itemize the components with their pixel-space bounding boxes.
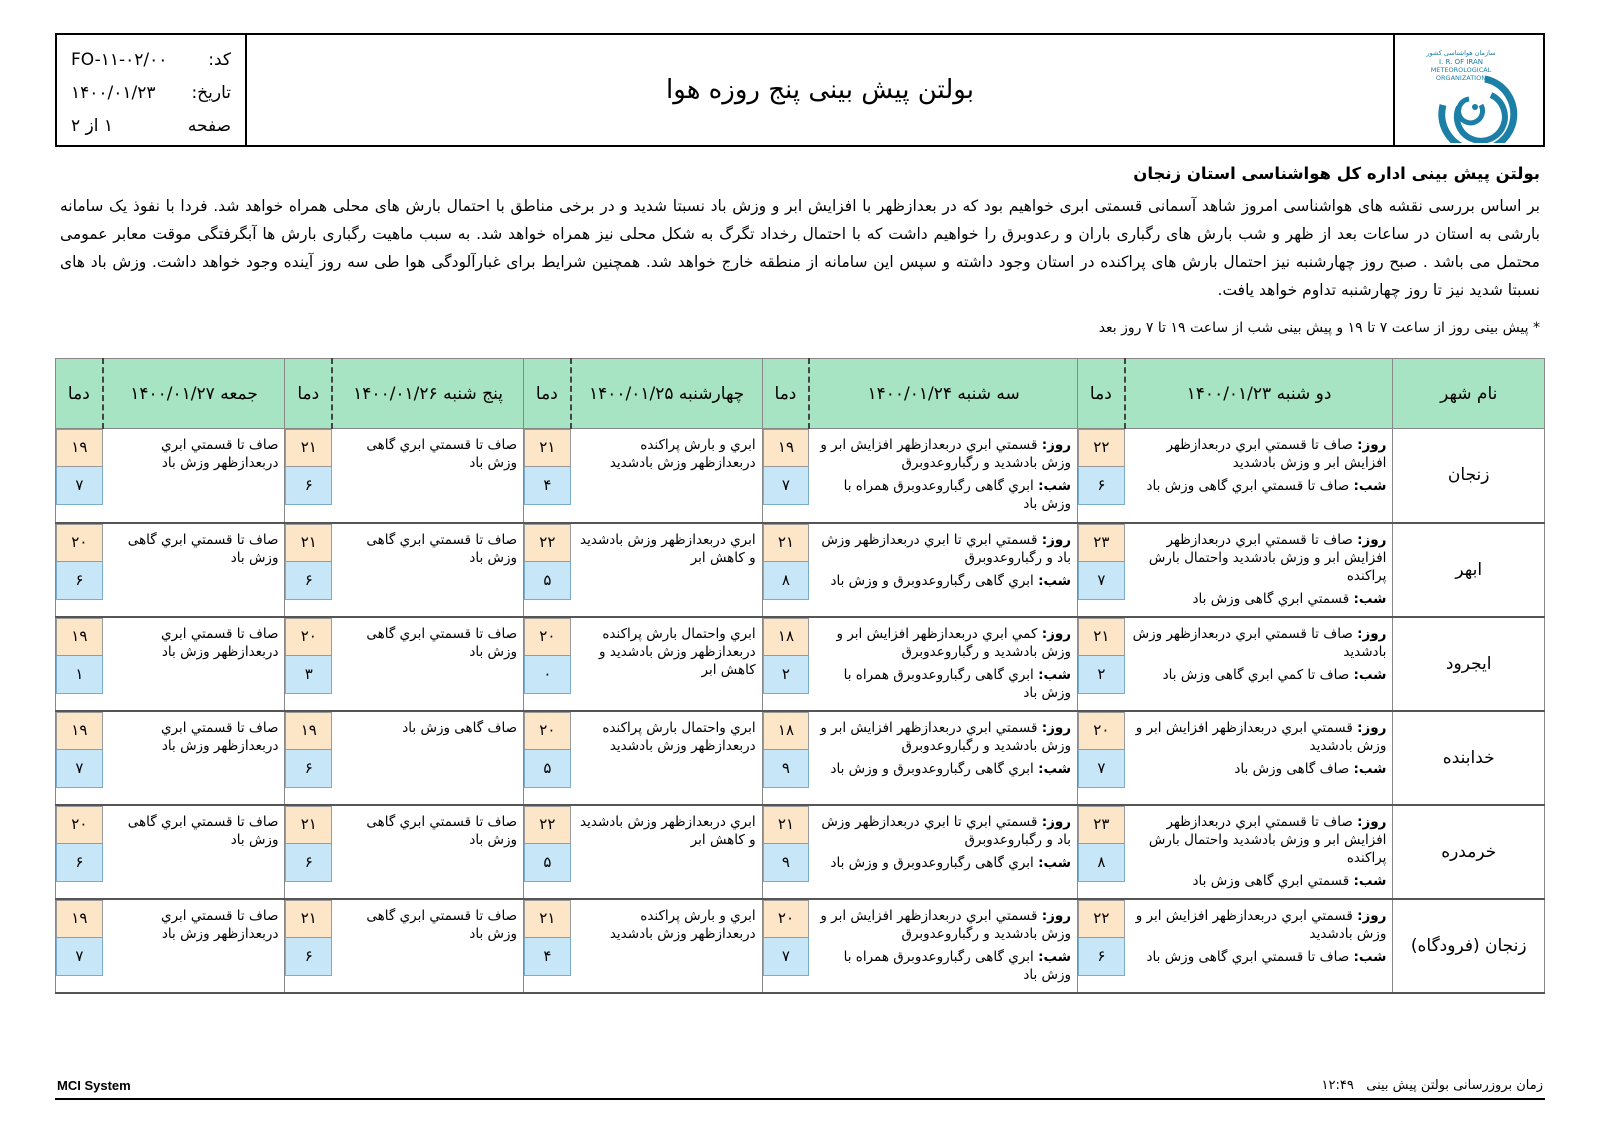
max-temp: ۲۱ [524, 900, 571, 938]
svg-text:I. R. OF IRAN: I. R. OF IRAN [1438, 58, 1484, 66]
city-name: زنجان [1393, 429, 1545, 523]
day1-forecast [1125, 805, 1393, 899]
day3-temperature [524, 523, 571, 617]
day-label: روز: [1357, 813, 1387, 830]
temp-box [1078, 806, 1125, 898]
night-label: شب: [1353, 590, 1387, 607]
table-row [56, 711, 1545, 805]
forecast-rows [56, 429, 1545, 993]
day4-forecast: صاف تا قسمتي ابري گاهی وزش باد [332, 617, 524, 711]
table-header-row [56, 359, 1545, 429]
night-period [815, 666, 1071, 702]
temp-box [524, 618, 571, 710]
day5-forecast: صاف تا قسمتي ابري گاهی وزش باد [103, 805, 285, 899]
day1-temperature [1078, 429, 1125, 523]
day-period [1131, 719, 1387, 755]
day5-forecast: صاف تا قسمتي ابري دربعدازظهر وزش باد [103, 899, 285, 993]
svg-text:METEOROLOGICAL: METEOROLOGICAL [1430, 66, 1492, 74]
night-period [815, 948, 1071, 984]
day-text: قسمتي ابري دربعدازظهر افزايش ابر و وزش بادشديد و رگباروعدوبرق [820, 719, 1072, 754]
table-row [56, 617, 1545, 711]
min-temp: ۵ [524, 844, 571, 882]
day5-forecast: صاف تا قسمتي ابري دربعدازظهر وزش باد [103, 711, 285, 805]
day2-temp-header: دما [762, 359, 809, 429]
date-label: تاریخ: [191, 82, 231, 103]
min-temp: ۶ [285, 467, 332, 505]
day-text: قسمتي ابري دربعدازظهر افزايش ابر و وزش بادشديد و رگباروعدوبرق [820, 437, 1072, 471]
night-label: شب: [1038, 760, 1072, 777]
day1-temperature [1078, 899, 1125, 993]
night-text: قسمتي ابري گاهی وزش باد [1192, 872, 1350, 889]
day3-temperature [524, 805, 571, 899]
bulletin-header [55, 33, 1545, 147]
min-temp: ۴ [524, 467, 571, 505]
max-temp: ۲۰ [524, 618, 571, 656]
day2-temperature [762, 523, 809, 617]
temp-box [285, 806, 332, 898]
day4-forecast: صاف تا قسمتي ابري گاهی وزش باد [332, 805, 524, 899]
min-temp: ۸ [1078, 844, 1125, 882]
min-temp: ۶ [285, 750, 332, 788]
day-text: صاف تا قسمتي ابري دربعدازظهر افزايش ابر و وزش بادشديد واحتمال بارش پراكنده [1148, 813, 1387, 866]
day-period [815, 436, 1071, 472]
night-text: صاف گاهی وزش باد [1234, 760, 1350, 777]
temp-box [285, 524, 332, 616]
svg-text:ORGANIZATION: ORGANIZATION [1435, 74, 1487, 82]
day-label: روز: [1041, 437, 1072, 453]
day3-temperature [524, 711, 571, 805]
max-temp: ۱۹ [56, 429, 103, 467]
min-temp: ۷ [56, 750, 103, 788]
city-name: خرمدره [1393, 805, 1545, 899]
temp-box [1078, 900, 1125, 992]
forecast-hours-note: * پیش بینی روز از ساعت ۷ تا ۱۹ و پیش بینی شب از ساعت ۱۹ تا ۷ روز بعد [1098, 320, 1540, 336]
temp-box [1078, 524, 1125, 616]
min-temp: ۶ [56, 562, 103, 600]
min-temp: ۲ [763, 656, 810, 694]
header-meta [57, 35, 247, 145]
min-temp: ۲ [1078, 656, 1125, 694]
day5-temperature [56, 711, 103, 805]
day3-forecast: ابري دربعدازظهر وزش بادشديد و كاهش ابر [571, 805, 763, 899]
date-value: ۱۴۰۰/۰۱/۲۳ [71, 82, 156, 103]
day3-header: چهارشنبه ۱۴۰۰/۰۱/۲۵ [571, 359, 763, 429]
night-text: صاف تا قسمتي ابري گاهی وزش باد [1146, 478, 1350, 494]
day1-temperature [1078, 711, 1125, 805]
day-label: روز: [1041, 719, 1072, 736]
max-temp: ۲۳ [1078, 524, 1125, 562]
night-label: شب: [1353, 666, 1387, 683]
night-period [815, 477, 1071, 513]
min-temp: ۷ [1078, 562, 1125, 600]
day3-temperature [524, 429, 571, 523]
max-temp: ۲۲ [524, 806, 571, 844]
night-period [1131, 760, 1387, 778]
night-label: شب: [1038, 854, 1072, 871]
day4-forecast: صاف تا قسمتي ابري گاهی وزش باد [332, 899, 524, 993]
max-temp: ۲۱ [524, 429, 571, 467]
day-period [815, 531, 1071, 567]
max-temp: ۲۰ [763, 900, 810, 938]
temp-box [56, 524, 103, 616]
temp-box [285, 429, 332, 522]
day-text: قسمتي ابري تا ابري دربعدازظهر وزش باد و رگباروعدوبرق [821, 531, 1072, 566]
min-temp: ۹ [763, 844, 810, 882]
day4-temperature [285, 711, 332, 805]
code-value: FO-۱۱-۰۲/۰۰ [71, 49, 168, 70]
night-period [1131, 666, 1387, 684]
day-text: قسمتي ابري دربعدازظهر افزايش ابر و وزش بادشديد و رگباروعدوبرق [820, 907, 1072, 942]
max-temp: ۲۱ [763, 806, 810, 844]
day-label: روز: [1041, 531, 1072, 548]
night-text: ابري گاهی رگباروعدوبرق همراه با وزش باد [843, 948, 1072, 983]
code-row [71, 43, 231, 76]
summary-body: بر اساس بررسی نقشه های هواشناسی امروز شاهد آسمانی قسمتی ابری خواهیم بود که در بعدازظهر با افزایش ابر و وزش باد نسبتا شدید و در برخی مناطق با احتمال بارش های محلی همراه خواهد شد. فردا با نفوذ یک سامانه بارشی به استان در ساعات بعد از ظهر و شب بارش های رگباری باران و رعدوبرق را خواهیم داشت که با احتمال رخداد تگرگ به شکل محلی نیز همراه خواهد شد. به سبب ماهیت رگباری بارش ها آبگرفتگی موقت معابر عمومی محتمل می باشد . صبح روز چهارشنبه نیز احتمال بارش های پراکنده در استان وجود داشته و سپس این سامانه از منطقه خارج خواهد شد. همچنین شرایط برای غبارآلودگی هوا طی سه روز آینده وجود خواهد داشت. وزش باد های نسبتا شدید نیز تا روز چهارشنبه تداوم خواهد یافت. [60, 197, 1540, 299]
temp-box [524, 806, 571, 898]
night-period [815, 572, 1071, 590]
day5-forecast: صاف تا قسمتي ابري دربعدازظهر وزش باد [103, 429, 285, 523]
table-row [56, 805, 1545, 899]
day4-temperature [285, 899, 332, 993]
min-temp: ۵ [524, 562, 571, 600]
night-label: شب: [1353, 760, 1387, 777]
day-text: قسمتي ابري دربعدازظهر افزايش ابر و وزش بادشديد [1135, 719, 1387, 754]
temp-box [524, 524, 571, 616]
day-period [1131, 625, 1387, 661]
temp-box [763, 900, 810, 992]
temp-box [1078, 429, 1125, 522]
max-temp: ۱۸ [763, 712, 810, 750]
night-text: ابري گاهی رگباروعدوبرق همراه با وزش باد [843, 666, 1072, 701]
day-label: روز: [1041, 813, 1072, 830]
night-label: شب: [1353, 872, 1387, 889]
day-period [815, 719, 1071, 755]
day-label: روز: [1357, 625, 1387, 642]
temp-box [763, 429, 810, 522]
max-temp: ۲۰ [524, 712, 571, 750]
night-period [815, 854, 1071, 872]
day3-forecast: ابري و بارش پراكنده دربعدازظهر وزش بادشديد [571, 429, 763, 523]
night-label: شب: [1038, 666, 1072, 683]
day-text: صاف تا قسمتي ابري دربعدازظهر افزايش ابر و وزش بادشديد واحتمال بارش پراكنده [1148, 531, 1387, 584]
page-row [71, 109, 231, 142]
max-temp: ۲۰ [285, 618, 332, 656]
day4-temperature [285, 617, 332, 711]
night-label: شب: [1038, 948, 1072, 965]
table-row [56, 523, 1545, 617]
forecast-table [55, 358, 1545, 994]
day5-temperature [56, 617, 103, 711]
night-text: ابري گاهی رگباروعدوبرق و وزش باد [830, 854, 1034, 871]
night-period [1131, 872, 1387, 890]
page-label: صفحه [187, 115, 231, 136]
day-period [1131, 436, 1387, 472]
day-period [815, 813, 1071, 849]
bulletin-title: بولتن پیش بینی پنج روزه هوا [666, 75, 974, 105]
day1-forecast [1125, 429, 1393, 523]
page-value: ۱ از ۲ [71, 115, 114, 136]
day1-temp-header: دما [1078, 359, 1125, 429]
min-temp: ۷ [1078, 750, 1125, 788]
day2-forecast [809, 805, 1077, 899]
day5-forecast: صاف تا قسمتي ابري دربعدازظهر وزش باد [103, 617, 285, 711]
day2-forecast [809, 523, 1077, 617]
max-temp: ۱۸ [763, 618, 810, 656]
max-temp: ۲۲ [1078, 429, 1125, 467]
city-column-header: نام شهر [1393, 359, 1545, 429]
min-temp: ۷ [763, 467, 810, 505]
day4-temperature [285, 805, 332, 899]
update-time-info [1322, 1078, 1545, 1093]
temp-box [285, 618, 332, 710]
day-text: صاف تا قسمتي ابري دربعدازظهر وزش بادشديد [1132, 625, 1387, 660]
day-label: روز: [1357, 531, 1387, 548]
temp-box [763, 712, 810, 804]
city-name: ايجرود [1393, 617, 1545, 711]
max-temp: ۲۰ [1078, 712, 1125, 750]
city-name: زنجان (فرودگاه) [1393, 899, 1545, 993]
day4-temp-header: دما [285, 359, 332, 429]
day4-header: پنج شنبه ۱۴۰۰/۰۱/۲۶ [332, 359, 524, 429]
max-temp: ۱۹ [56, 618, 103, 656]
min-temp: ۶ [56, 844, 103, 882]
temp-box [56, 806, 103, 898]
max-temp: ۲۰ [56, 524, 103, 562]
city-name: خدابنده [1393, 711, 1545, 805]
day5-temperature [56, 429, 103, 523]
max-temp: ۱۹ [763, 429, 810, 467]
day2-forecast [809, 899, 1077, 993]
day1-forecast [1125, 523, 1393, 617]
day-period [1131, 813, 1387, 867]
night-text: قسمتي ابري گاهی وزش باد [1192, 590, 1350, 607]
table-row [56, 429, 1545, 523]
day1-forecast [1125, 899, 1393, 993]
min-temp: ۷ [763, 938, 810, 976]
max-temp: ۲۳ [1078, 806, 1125, 844]
night-period [1131, 948, 1387, 966]
min-temp: ۶ [285, 844, 332, 882]
day3-temperature [524, 617, 571, 711]
max-temp: ۲۱ [285, 900, 332, 938]
day-text: كمي ابري دربعدازظهر افزايش ابر و وزش بادشديد و رگباروعدوبرق [836, 625, 1072, 660]
table-row [56, 899, 1545, 993]
day4-forecast: صاف تا قسمتي ابري گاهی وزش باد [332, 429, 524, 523]
day-period [815, 907, 1071, 943]
day2-temperature [762, 711, 809, 805]
system-name: MCI System [57, 1078, 131, 1093]
night-text: ابري گاهی رگباروعدوبرق و وزش باد [830, 572, 1034, 589]
day2-temperature [762, 429, 809, 523]
temp-box [56, 712, 103, 804]
day-label: روز: [1357, 437, 1387, 453]
day-label: روز: [1357, 907, 1387, 924]
min-temp: ۷ [56, 938, 103, 976]
night-label: شب: [1038, 478, 1072, 494]
day3-temperature [524, 899, 571, 993]
night-text: ابري گاهی رگباروعدوبرق و وزش باد [830, 760, 1034, 777]
temp-box [524, 429, 571, 522]
summary-title: بولتن پیش بینی اداره کل هواشناسی استان زنجان [1133, 164, 1540, 183]
night-label: شب: [1353, 948, 1387, 965]
min-temp: ۱ [56, 656, 103, 694]
max-temp: ۱۹ [56, 900, 103, 938]
night-label: شب: [1353, 478, 1387, 494]
min-temp: ۶ [285, 938, 332, 976]
day2-forecast [809, 711, 1077, 805]
day1-temperature [1078, 523, 1125, 617]
city-name: ابهر [1393, 523, 1545, 617]
day3-temp-header: دما [524, 359, 571, 429]
day2-temperature [762, 617, 809, 711]
day2-header: سه شنبه ۱۴۰۰/۰۱/۲۴ [809, 359, 1077, 429]
temp-box [56, 900, 103, 992]
temp-box [1078, 618, 1125, 710]
update-label: زمان بروزرسانی بولتن پیش بینی [1366, 1078, 1543, 1093]
day2-forecast [809, 429, 1077, 523]
day5-temp-header: دما [56, 359, 103, 429]
day3-forecast: ابري دربعدازظهر وزش بادشديد و كاهش ابر [571, 523, 763, 617]
temp-box [56, 429, 103, 522]
temp-box [1078, 712, 1125, 804]
min-temp: ۵ [524, 750, 571, 788]
min-temp: ۴ [524, 938, 571, 976]
max-temp: ۱۹ [56, 712, 103, 750]
page-footer [55, 1078, 1545, 1100]
day3-forecast: ابري واحتمال بارش پراكنده دربعدازظهر وزش بادشديد و كاهش ابر [571, 617, 763, 711]
day-text: قسمتي ابري تا ابري دربعدازظهر وزش باد و رگباروعدوبرق [821, 813, 1072, 848]
day1-temperature [1078, 617, 1125, 711]
day-text: قسمتي ابري دربعدازظهر افزايش ابر و وزش بادشديد [1135, 907, 1387, 942]
day4-forecast: صاف گاهی وزش باد [332, 711, 524, 805]
temp-box [524, 900, 571, 992]
day5-temperature [56, 805, 103, 899]
min-temp: ۶ [1078, 938, 1125, 976]
night-text: ابري گاهی رگباروعدوبرق همراه با وزش باد [843, 478, 1072, 512]
night-period [1131, 477, 1387, 495]
day2-temperature [762, 899, 809, 993]
update-time: ۱۲:۴۹ [1321, 1078, 1354, 1093]
min-temp: ۰ [524, 656, 571, 694]
min-temp: ۶ [285, 562, 332, 600]
day-label: روز: [1357, 719, 1387, 736]
night-period [1131, 590, 1387, 608]
day-label: روز: [1041, 907, 1072, 924]
temp-box [763, 806, 810, 898]
day3-forecast: ابري و بارش پراكنده دربعدازظهر وزش بادشديد [571, 899, 763, 993]
max-temp: ۱۹ [285, 712, 332, 750]
max-temp: ۲۰ [56, 806, 103, 844]
max-temp: ۲۲ [524, 524, 571, 562]
svg-text:سازمان هواشناسی کشور: سازمان هواشناسی کشور [1426, 49, 1496, 57]
day-period [1131, 531, 1387, 585]
day4-forecast: صاف تا قسمتي ابري گاهی وزش باد [332, 523, 524, 617]
max-temp: ۲۱ [285, 806, 332, 844]
day4-temperature [285, 429, 332, 523]
min-temp: ۶ [1078, 467, 1125, 505]
code-label: کد: [208, 49, 231, 70]
day-label: روز: [1041, 625, 1072, 642]
min-temp: ۹ [763, 750, 810, 788]
organization-logo [1393, 35, 1543, 145]
max-temp: ۲۱ [285, 524, 332, 562]
max-temp: ۲۲ [1078, 900, 1125, 938]
night-text: صاف تا قسمتي ابري گاهی وزش باد [1146, 948, 1350, 965]
day4-temperature [285, 523, 332, 617]
day-text: صاف تا قسمتي ابري دربعدازظهر افزايش ابر و وزش بادشديد [1166, 437, 1387, 471]
day5-temperature [56, 899, 103, 993]
min-temp: ۷ [56, 467, 103, 505]
day1-header: دو شنبه ۱۴۰۰/۰۱/۲۳ [1125, 359, 1393, 429]
max-temp: ۲۱ [285, 429, 332, 467]
meteorological-logo-icon [1415, 43, 1527, 143]
min-temp: ۳ [285, 656, 332, 694]
day5-header: جمعه ۱۴۰۰/۰۱/۲۷ [103, 359, 285, 429]
night-text: صاف تا كمي ابري گاهی وزش باد [1162, 666, 1350, 683]
temp-box [763, 618, 810, 710]
day5-temperature [56, 523, 103, 617]
day2-forecast [809, 617, 1077, 711]
temp-box [285, 900, 332, 992]
day1-temperature [1078, 805, 1125, 899]
forecast-summary [60, 160, 1540, 342]
day2-temperature [762, 805, 809, 899]
temp-box [763, 524, 810, 616]
temp-box [285, 712, 332, 804]
day1-forecast [1125, 711, 1393, 805]
temp-box [56, 618, 103, 710]
night-period [815, 760, 1071, 778]
max-temp: ۲۱ [763, 524, 810, 562]
day3-forecast: ابري واحتمال بارش پراكنده دربعدازظهر وزش بادشديد [571, 711, 763, 805]
day-period [1131, 907, 1387, 943]
temp-box [524, 712, 571, 804]
day5-forecast: صاف تا قسمتي ابري گاهی وزش باد [103, 523, 285, 617]
date-row [71, 76, 231, 109]
max-temp: ۲۱ [1078, 618, 1125, 656]
night-label: شب: [1038, 572, 1072, 589]
min-temp: ۸ [763, 562, 810, 600]
day1-forecast [1125, 617, 1393, 711]
day-period [815, 625, 1071, 661]
